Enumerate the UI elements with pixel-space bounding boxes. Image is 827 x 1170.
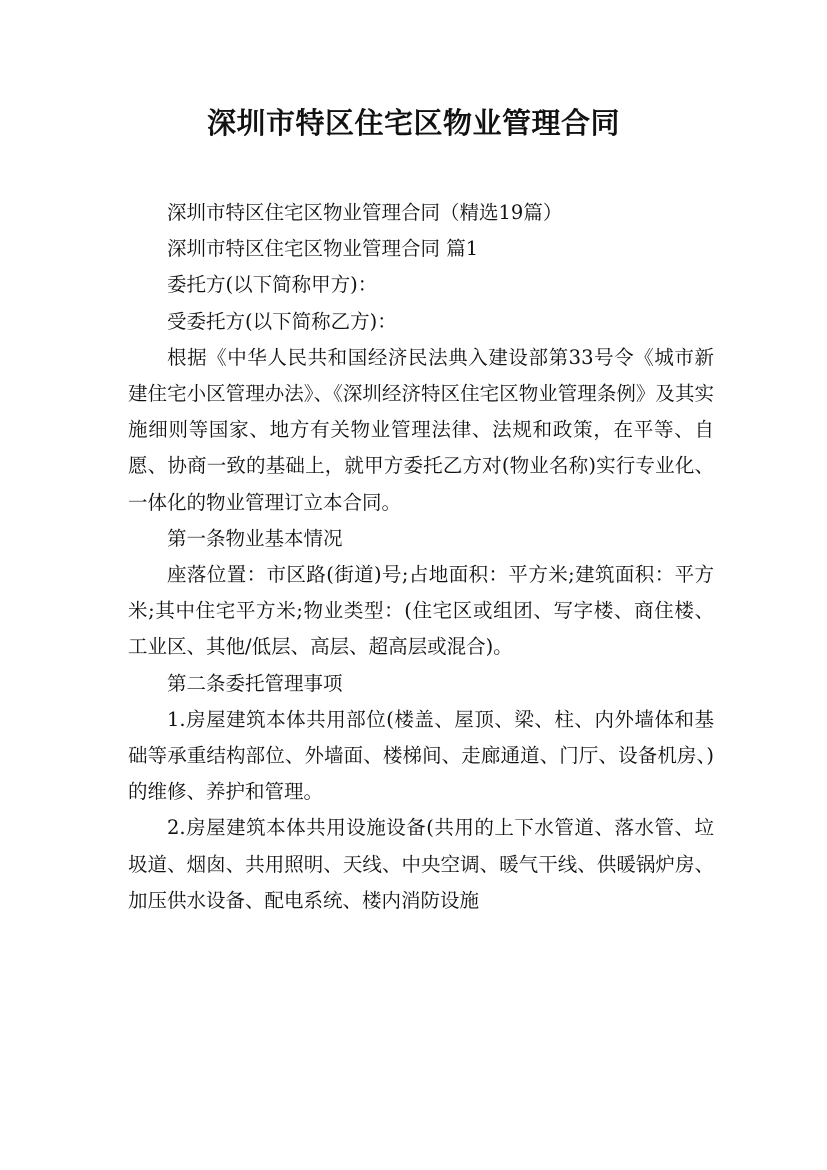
paragraph-party-a: 委托方(以下简称甲方)：: [167, 273, 378, 297]
paragraph-article-1-body: 座落位置：市区路(街道)号;占地面积：平方米;建筑面积：平方米;其中住宅平方米;物业类型：(住宅区或组团、写字楼、商住楼、工业区、其他/低层、高层、超高层或混合)。: [128, 563, 714, 659]
paragraph-article-2-item-2: 2.房屋建筑本体共用设施设备(共用的上下水管道、落水管、垃圾道、烟囱、共用照明、天线、中央空调、暖气干线、供暖锅炉房、加压供水设备、配电系统、楼内消防设施: [128, 816, 714, 912]
paragraph-article-2-heading: 第二条委托管理事项: [167, 671, 343, 695]
paragraph-section-heading: 深圳市特区住宅区物业管理合同 篇1: [167, 237, 479, 261]
paragraph-preamble: 根据《中华人民共和国经济民法典入建设部第33号令《城市新建住宅小区管理办法》、《深圳经济特区住宅区物业管理条例》及其实施细则等国家、地方有关物业管理法律、法规和政策，在平等、自愿、协商一致的基础上，就甲方委托乙方对(物业名称)实行专业化、一体化的物业管理订立本合同。: [128, 345, 714, 514]
paragraph-article-1-heading: 第一条物业基本情况: [167, 526, 343, 550]
paragraph-subtitle: 深圳市特区住宅区物业管理合同（精选19篇）: [167, 201, 563, 224]
document-body: [128, 195, 714, 919]
paragraph-party-b: 受委托方(以下简称乙方)：: [167, 309, 397, 333]
document-title: 深圳市特区住宅区物业管理合同: [206, 106, 620, 140]
paragraph-article-2-item-1: 1.房屋建筑本体共用部位(楼盖、屋顶、梁、柱、内外墙体和基础等承重结构部位、外墙面、楼梯间、走廊通道、门厅、设备机房、)的维修、养护和管理。: [128, 707, 714, 804]
